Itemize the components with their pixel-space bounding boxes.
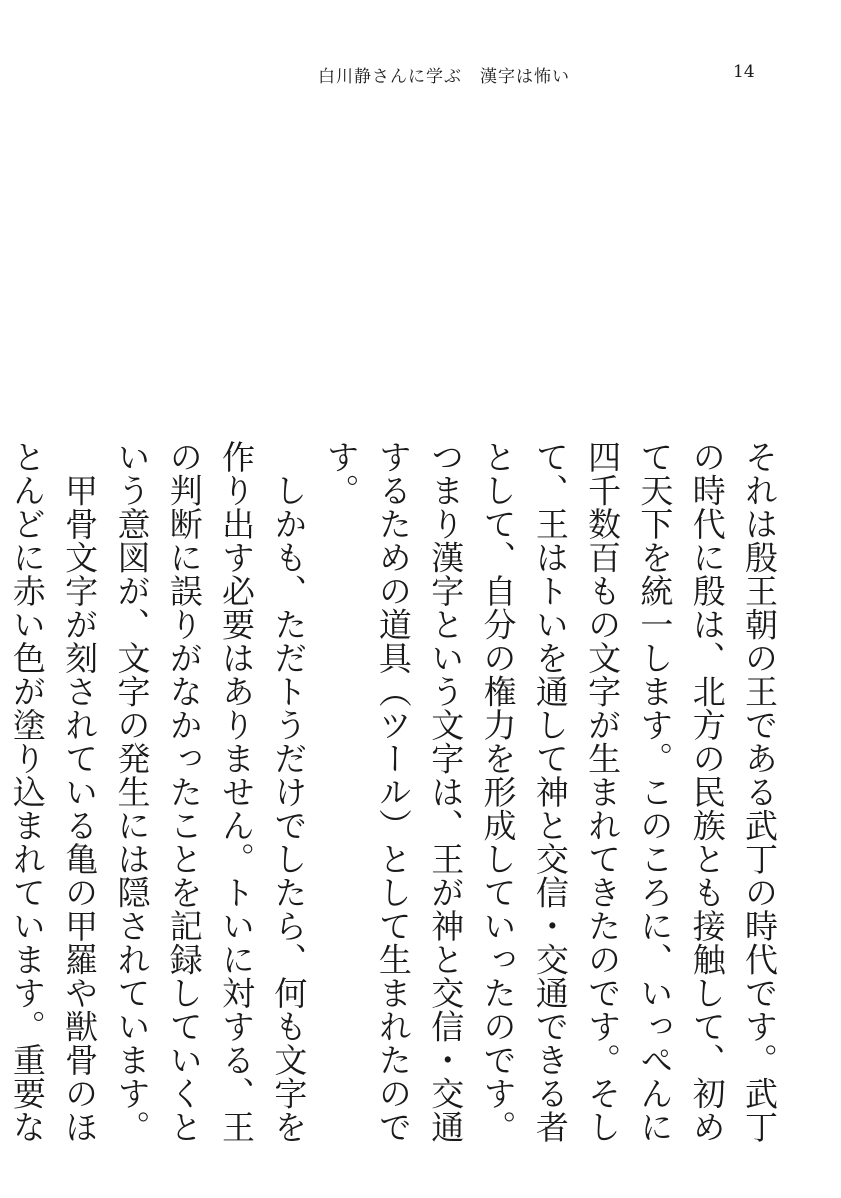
paragraph-2-text: しかも、ただトうだけでしたら、何も文字を作り出す必要はありません。トいに対する、王の判断に誤りがなかったことを記録していくという意図が、文字の発生には隠されています。 [112,440,309,1144]
running-title: 白川静さんに学ぶ 漢字は怖い [318,67,570,87]
paragraph-2 [105,440,314,1160]
paragraph-1: それは殷王朝の王である武丁の時代です。武丁の時代に殷は、北方の民族とも接触して、初めて天下を統一します。このころに、いっぺんに四千数百もの文字が生まれてきたのです。そして、王はトいを通して神と交信・交通できる者として、自分の権力を形成していったのです。つまり漢字という文字は、王が神と交信・交通するための道具（ツール）として生まれたのです。 [321,440,779,1144]
body-text [7,440,785,1160]
paragraph-3-text: 甲骨文字が刻されている亀の甲羅や獣骨のほとんどに赤い色が塗り込まれています。重要な [7,440,100,1144]
paragraph-3 [0,440,105,1160]
page-header [0,62,841,86]
page-number: 14 [733,62,755,82]
